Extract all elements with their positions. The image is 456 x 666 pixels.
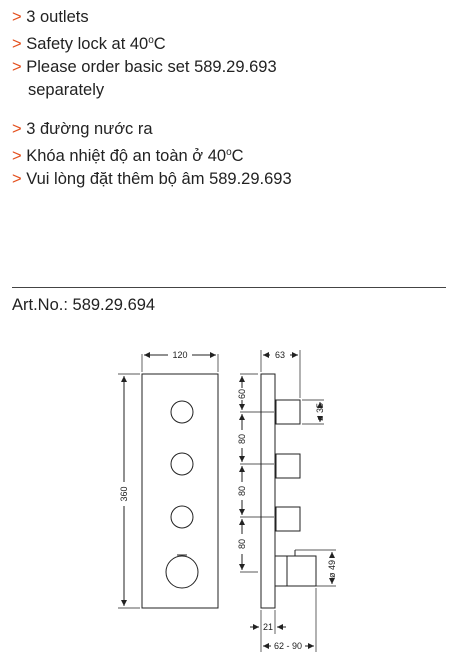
dim-depth-range: 62 - 90 [273, 641, 303, 651]
side-knob-3 [276, 507, 300, 531]
divider [12, 287, 446, 288]
feature-list-en [12, 6, 277, 102]
feature-item: > 3 outlets [12, 8, 89, 26]
dim-plate-thickness: 21 [262, 622, 274, 632]
feature-item: > Safety lock at 40$^o$C [12, 35, 166, 53]
feature-item: > Please order basic set 589.29.693 [12, 58, 277, 76]
dim-knob-diameter: ø 35 [315, 402, 325, 422]
feature-item: > Vui lòng đặt thêm bộ âm 589.29.693 [12, 170, 292, 188]
dim-width: 120 [172, 350, 188, 360]
feature-item: > 3 đường nước ra [12, 120, 153, 138]
dim-spacing-1: 80 [237, 433, 247, 445]
dim-spacing-3: 80 [237, 538, 247, 550]
dim-spacing-top: 60 [237, 388, 247, 400]
feature-item-continuation: separately [28, 81, 105, 99]
dim-depth: 63 [274, 350, 286, 360]
technical-drawing [100, 344, 456, 658]
side-knob-1 [276, 400, 300, 424]
side-handle [287, 556, 316, 586]
feature-list-vi [12, 118, 292, 191]
dim-height: 360 [119, 486, 129, 502]
dim-spacing-2: 80 [237, 485, 247, 497]
dim-handle-diameter: ø 49 [327, 559, 337, 579]
side-plate [261, 374, 275, 608]
feature-item: > Khóa nhiệt độ an toàn ở 40$^o$C [12, 147, 244, 165]
side-knob-2 [276, 454, 300, 478]
front-plate [142, 374, 218, 608]
article-number: Art.No.: 589.29.694 [12, 296, 156, 314]
